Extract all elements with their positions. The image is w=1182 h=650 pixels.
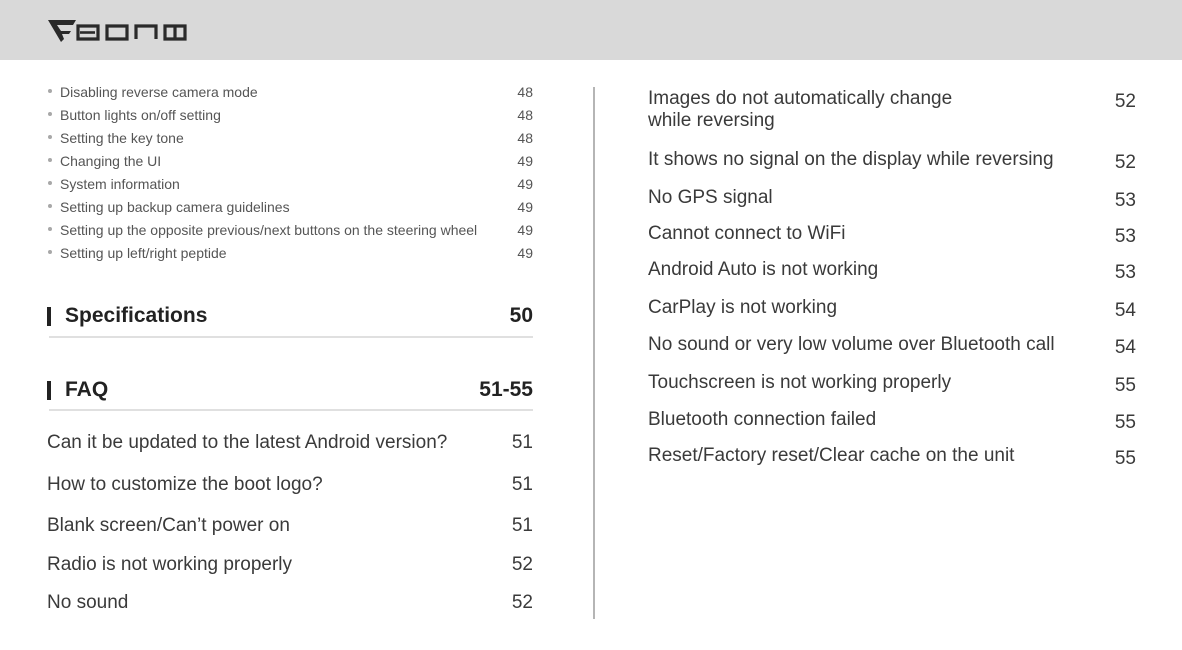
faq-heading[interactable] [47,375,533,405]
sub-item-page: 48 [517,106,533,123]
faq-item-page: 53 [1114,190,1136,211]
faq-item-label: Reset/Factory reset/Clear cache on the unit [648,445,1015,466]
sub-item-page: 49 [517,175,533,192]
faq-item-page: 52 [511,592,533,613]
specifications-heading[interactable] [47,301,533,331]
faq-item-label: Bluetooth connection failed [648,409,877,430]
faq-item-page: 52 [1114,152,1136,173]
section-title: Specifications [65,304,208,327]
sub-item-label: Setting up the opposite previous/next buttons on the steering wheel [60,221,478,238]
faq-item-label: Cannot connect to WiFi [648,223,846,244]
sub-item-page: 49 [517,198,533,215]
faq-item-page: 51 [511,474,533,495]
sub-item-label: Disabling reverse camera mode [60,83,258,100]
bullet-dot-icon [48,227,52,231]
bullet-dot-icon [48,158,52,162]
section-page: 51-55 [479,378,533,401]
sub-item[interactable] [47,195,533,218]
sub-item-label: Setting the key tone [60,129,184,146]
faq-item[interactable] [47,506,533,546]
sub-item-page: 49 [517,244,533,261]
faq-item-label: Touchscreen is not working properly [648,372,952,393]
sub-item[interactable] [47,80,533,103]
faq-item-page: 54 [1114,337,1136,358]
bullet-dot-icon [48,181,52,185]
faq-item[interactable] [47,464,533,506]
bullet-dot-icon [48,135,52,139]
faq-item-label: CarPlay is not working [648,297,838,318]
sub-item[interactable] [47,218,533,241]
sub-item-page: 49 [517,221,533,238]
bullet-dot-icon [48,112,52,116]
faq-item-label: No sound [47,592,129,613]
faq-item-page: 52 [1114,91,1136,112]
faq-item-label: Android Auto is not working [648,259,879,280]
sub-items-list [47,80,533,264]
faq-item[interactable] [648,409,1136,445]
sub-item[interactable] [47,126,533,149]
faq-item-page: 53 [1114,262,1136,283]
faq-item-page: 54 [1114,300,1136,321]
bullet-dot-icon [48,204,52,208]
bullet-dot-icon [48,89,52,93]
logo-text: EONON [47,18,51,19]
sub-item[interactable] [47,103,533,126]
eonon-logo [47,18,199,44]
faq-item-label: Blank screen/Can’t power on [47,515,290,536]
faq-item-label: Radio is not working properly [47,554,293,575]
faq-item-page: 51 [511,515,533,536]
faq-item[interactable] [648,372,1136,409]
section-divider [49,409,533,411]
section-divider [49,336,533,338]
faq-item-label: Images do not automatically change while reversing [648,88,953,131]
right-column [648,88,1136,481]
faq-item[interactable] [47,422,533,464]
section-title: FAQ [65,378,109,401]
faq-item[interactable] [648,88,1136,148]
page-header [0,0,1182,60]
faq-item[interactable] [648,445,1136,481]
sub-item-label: Button lights on/off setting [60,106,221,123]
column-divider [593,87,595,619]
section-page: 50 [509,304,533,327]
faq-item-page: 55 [1114,412,1136,433]
sub-item-label: Setting up left/right peptide [60,244,227,261]
faq-item[interactable] [648,187,1136,223]
bullet-dot-icon [48,250,52,254]
faq-item[interactable] [648,334,1136,372]
faq-item[interactable] [648,259,1136,297]
sub-item-page: 48 [517,129,533,146]
faq-item-label: It shows no signal on the display while reversing [648,149,1054,170]
faq-item-page: 52 [511,554,533,575]
left-column [47,80,533,613]
faq-item-label: No sound or very low volume over Bluetooth call [648,334,1055,355]
sub-item-page: 49 [517,152,533,169]
sub-item-label: System information [60,175,180,192]
faq-item-page: 55 [1114,448,1136,469]
faq-item[interactable] [648,148,1136,187]
faq-item[interactable] [47,546,533,584]
faq-item-label: Can it be updated to the latest Android version? [47,432,448,453]
sub-item[interactable] [47,149,533,172]
faq-item[interactable] [648,223,1136,259]
faq-item-page: 51 [511,432,533,453]
sub-item-label: Changing the UI [60,152,162,169]
faq-item-label: No GPS signal [648,187,773,208]
section-marker-icon [47,381,51,400]
faq-item-page: 55 [1114,375,1136,396]
sub-item-label: Setting up backup camera guidelines [60,198,290,215]
faq-item[interactable] [648,297,1136,334]
faq-item-label: How to customize the boot logo? [47,474,323,495]
section-marker-icon [47,307,51,326]
faq-list-left [47,422,533,622]
sub-item[interactable] [47,241,533,264]
sub-item-page: 48 [517,83,533,100]
sub-item[interactable] [47,172,533,195]
faq-item[interactable] [47,584,533,622]
faq-item-page: 53 [1114,226,1136,247]
